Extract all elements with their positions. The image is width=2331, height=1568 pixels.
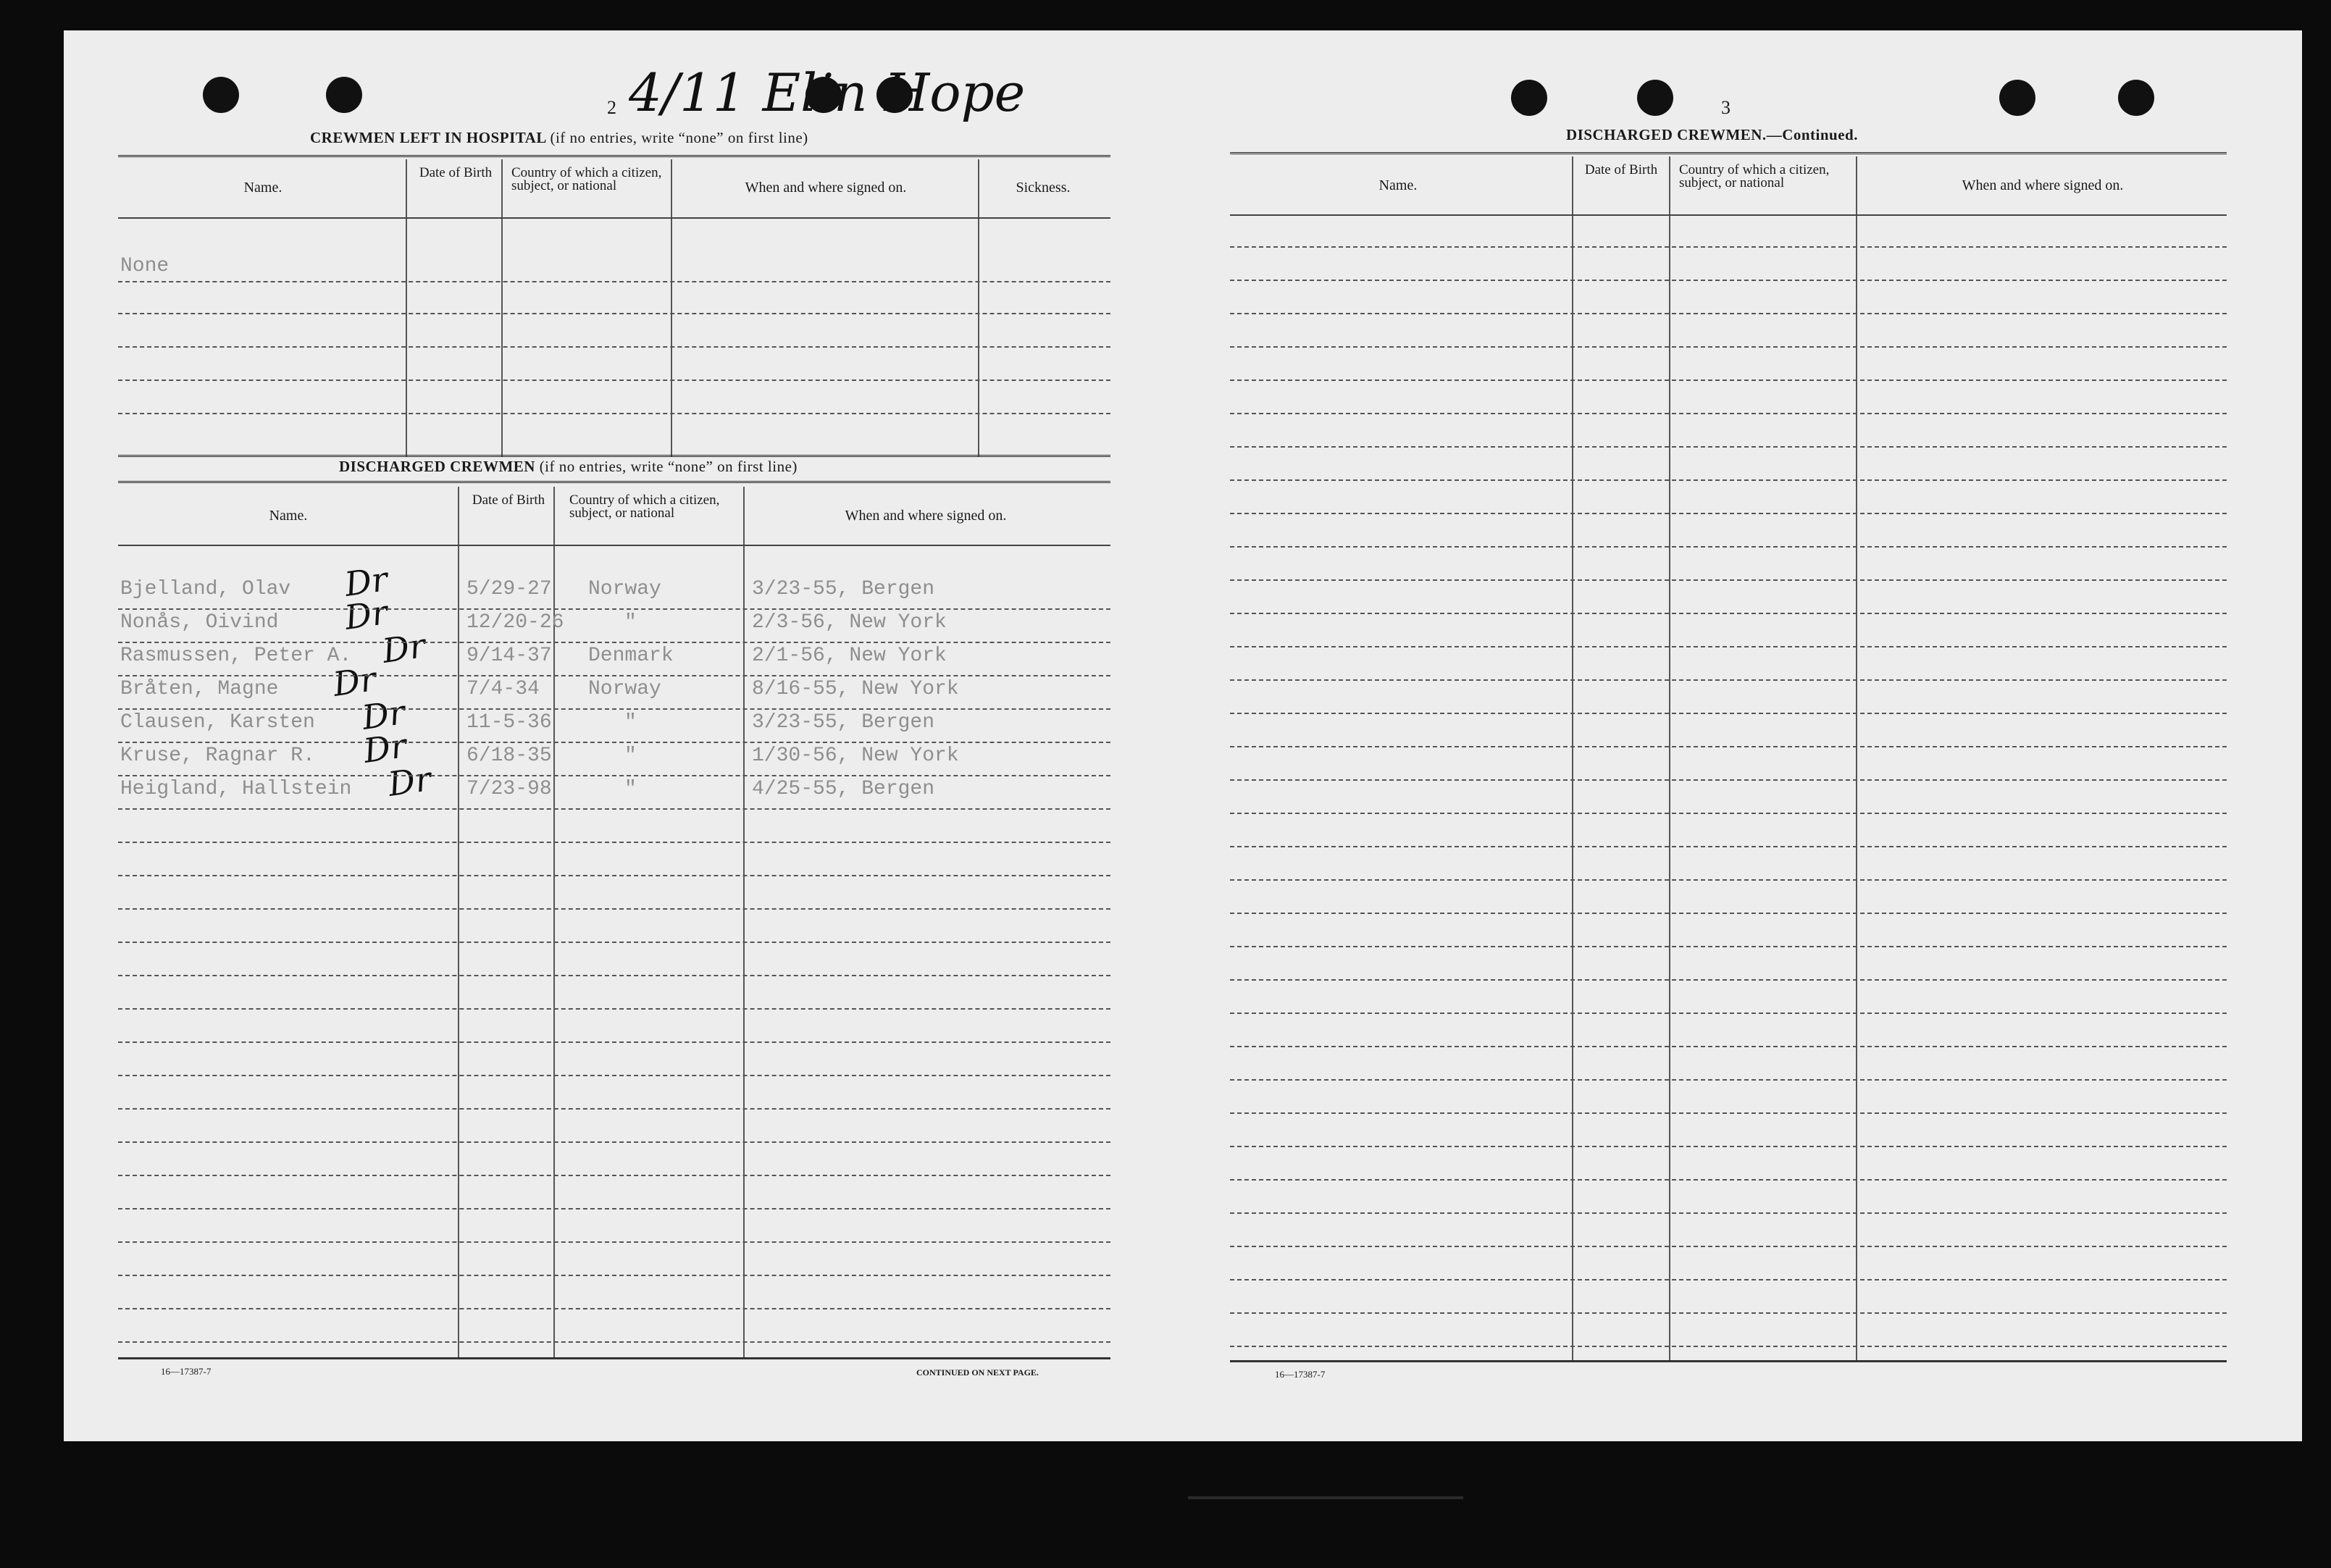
col-name: Name. bbox=[243, 180, 283, 196]
crew-signed-on: 3/23-55, Bergen bbox=[752, 711, 935, 734]
hospital-section-title: CREWMEN LEFT IN HOSPITAL (if no entries, write “none” on first line) bbox=[310, 129, 808, 146]
row-line bbox=[118, 313, 1110, 314]
discharged-continued-title: DISCHARGED CREWMEN.—Continued. bbox=[1566, 126, 1858, 143]
column-divider bbox=[1572, 156, 1573, 1362]
crew-country: " bbox=[624, 611, 637, 634]
row-line bbox=[118, 908, 1110, 910]
row-line bbox=[1230, 546, 2227, 548]
crew-name: Nonås, Oivind bbox=[120, 611, 279, 634]
continued-note: CONTINUED ON NEXT PAGE. bbox=[916, 1367, 1039, 1378]
punch-hole bbox=[1999, 80, 2035, 116]
row-line bbox=[118, 775, 1110, 776]
crew-date-of-birth: 7/23-98 bbox=[466, 778, 552, 800]
row-line bbox=[1230, 879, 2227, 881]
col-name: Name. bbox=[269, 508, 308, 524]
row-line bbox=[118, 742, 1110, 743]
row-line bbox=[1230, 846, 2227, 847]
table-row bbox=[64, 592, 1114, 640]
row-line bbox=[1230, 913, 2227, 914]
row-line bbox=[1230, 1312, 2227, 1314]
row-line bbox=[118, 1075, 1110, 1076]
row-line bbox=[1230, 713, 2227, 714]
row-line bbox=[1230, 1179, 2227, 1181]
row-line bbox=[1230, 513, 2227, 514]
section-rule bbox=[118, 455, 1110, 457]
row-line bbox=[1230, 679, 2227, 681]
punch-hole bbox=[326, 77, 362, 113]
crew-date-of-birth: 5/29-27 bbox=[466, 578, 552, 600]
row-line bbox=[1230, 446, 2227, 448]
column-divider bbox=[406, 159, 407, 456]
row-line bbox=[118, 1041, 1110, 1043]
col-sickness: Sickness. bbox=[1016, 180, 1071, 196]
col-country: Country of which a citizen, subject, or national bbox=[511, 165, 662, 193]
crew-signed-on: 2/3-56, New York bbox=[752, 611, 947, 634]
handwritten-header: 4/11 Elin Hope bbox=[629, 62, 1026, 123]
table-row bbox=[64, 559, 1114, 607]
row-line bbox=[1230, 413, 2227, 414]
form-number: 16—17387-7 bbox=[1275, 1369, 1326, 1380]
row-line bbox=[118, 281, 1110, 282]
column-divider bbox=[1669, 156, 1670, 1362]
table-row bbox=[64, 626, 1114, 674]
row-line bbox=[1230, 280, 2227, 281]
crew-name: Kruse, Ragnar R. bbox=[120, 745, 315, 767]
row-line bbox=[118, 942, 1110, 943]
row-line bbox=[1230, 813, 2227, 814]
row-line bbox=[118, 413, 1110, 414]
header-rule bbox=[118, 545, 1110, 546]
row-line bbox=[1230, 1146, 2227, 1147]
crew-date-of-birth: 12/20-26 bbox=[466, 611, 564, 634]
form-number: 16—17387-7 bbox=[161, 1366, 212, 1377]
discharged-section-title: DISCHARGED CREWMEN (if no entries, write “none” on first line) bbox=[339, 458, 798, 475]
row-line bbox=[118, 608, 1110, 610]
crew-name: Rasmussen, Peter A. bbox=[120, 645, 352, 667]
column-divider bbox=[671, 159, 672, 456]
col-signed-on: When and where signed on. bbox=[845, 508, 1007, 524]
row-line bbox=[118, 808, 1110, 810]
crew-country: Denmark bbox=[588, 645, 674, 667]
crew-signed-on: 8/16-55, New York bbox=[752, 678, 959, 700]
row-line bbox=[118, 675, 1110, 676]
row-line bbox=[1230, 380, 2227, 381]
column-divider bbox=[501, 159, 503, 456]
row-line bbox=[1230, 246, 2227, 248]
col-signed-on: When and where signed on. bbox=[745, 180, 907, 196]
col-country: Country of which a citizen, subject, or national bbox=[1679, 162, 1830, 190]
discharge-mark: Dr bbox=[385, 759, 434, 804]
row-line bbox=[1230, 779, 2227, 781]
page-number: 3 bbox=[1721, 97, 1731, 118]
crew-signed-on: 2/1-56, New York bbox=[752, 645, 947, 667]
row-line bbox=[118, 1241, 1110, 1243]
crew-country: Norway bbox=[588, 678, 661, 700]
row-line bbox=[1230, 1346, 2227, 1347]
row-line bbox=[1230, 979, 2227, 981]
table-bottom-rule bbox=[1230, 1360, 2227, 1362]
row-line bbox=[118, 975, 1110, 976]
row-line bbox=[1230, 613, 2227, 614]
page-number: 2 bbox=[607, 97, 616, 118]
section-rule bbox=[118, 481, 1110, 483]
hospital-entry: None bbox=[120, 255, 170, 277]
row-line bbox=[118, 708, 1110, 710]
crew-date-of-birth: 6/18-35 bbox=[466, 745, 552, 767]
discharge-mark: Dr bbox=[342, 592, 390, 637]
crew-date-of-birth: 9/14-37 bbox=[466, 645, 552, 667]
col-signed-on: When and where signed on. bbox=[1962, 177, 2124, 193]
row-line bbox=[118, 1341, 1110, 1343]
col-country: Country of which a citizen, subject, or national bbox=[569, 492, 720, 521]
row-line bbox=[118, 1275, 1110, 1276]
header-rule bbox=[1230, 214, 2227, 216]
film-edge-line bbox=[1188, 1496, 1463, 1499]
col-name: Name. bbox=[1378, 177, 1418, 193]
row-line bbox=[118, 1008, 1110, 1010]
section-rule bbox=[118, 155, 1110, 157]
punch-hole bbox=[203, 77, 239, 113]
col-date-of-birth: Date of Birth bbox=[1584, 162, 1658, 177]
punch-hole bbox=[2118, 80, 2154, 116]
discharge-mark: Dr bbox=[380, 626, 428, 671]
table-row bbox=[64, 659, 1114, 707]
row-line bbox=[118, 642, 1110, 643]
crew-signed-on: 1/30-56, New York bbox=[752, 745, 959, 767]
row-line bbox=[1230, 579, 2227, 581]
crew-country: Norway bbox=[588, 578, 661, 600]
row-line bbox=[118, 1108, 1110, 1110]
col-date-of-birth: Date of Birth bbox=[472, 492, 545, 508]
row-line bbox=[1230, 946, 2227, 947]
crew-signed-on: 3/23-55, Bergen bbox=[752, 578, 935, 600]
crew-name: Bjelland, Olav bbox=[120, 578, 291, 600]
row-line bbox=[1230, 1246, 2227, 1247]
section-rule bbox=[1230, 152, 2227, 154]
row-line bbox=[118, 1208, 1110, 1209]
row-line bbox=[1230, 1112, 2227, 1114]
row-line bbox=[1230, 1046, 2227, 1047]
row-line bbox=[118, 346, 1110, 348]
row-line bbox=[1230, 1279, 2227, 1280]
punch-hole bbox=[1511, 80, 1547, 116]
crew-name: Heigland, Hallstein bbox=[120, 778, 352, 800]
row-line bbox=[118, 1175, 1110, 1176]
col-date-of-birth: Date of Birth bbox=[419, 165, 493, 180]
crew-date-of-birth: 7/4-34 bbox=[466, 678, 540, 700]
row-line bbox=[118, 1141, 1110, 1143]
row-line bbox=[1230, 646, 2227, 647]
column-divider bbox=[978, 159, 979, 456]
crew-country: " bbox=[624, 745, 637, 767]
discharge-mark: Dr bbox=[361, 726, 409, 771]
row-line bbox=[1230, 346, 2227, 348]
discharge-mark: Dr bbox=[342, 559, 390, 604]
table-row bbox=[64, 759, 1114, 807]
row-line bbox=[1230, 479, 2227, 481]
row-line bbox=[118, 1308, 1110, 1309]
row-line bbox=[1230, 1212, 2227, 1214]
row-line bbox=[118, 380, 1110, 381]
row-line bbox=[1230, 1079, 2227, 1081]
row-line bbox=[1230, 313, 2227, 314]
column-divider bbox=[1856, 156, 1857, 1362]
crew-signed-on: 4/25-55, Bergen bbox=[752, 778, 935, 800]
punch-hole bbox=[1637, 80, 1673, 116]
row-line bbox=[1230, 1013, 2227, 1014]
crew-country: " bbox=[624, 778, 637, 800]
row-line bbox=[118, 875, 1110, 876]
table-row bbox=[64, 692, 1114, 740]
table-bottom-rule bbox=[118, 1357, 1110, 1359]
header-rule bbox=[118, 217, 1110, 219]
crew-name: Clausen, Karsten bbox=[120, 711, 315, 734]
discharge-mark: Dr bbox=[359, 692, 408, 737]
row-line bbox=[118, 842, 1110, 843]
crew-country: " bbox=[624, 711, 637, 734]
document-sheet bbox=[64, 30, 2302, 1441]
table-row bbox=[64, 726, 1114, 773]
crew-name: Bråten, Magne bbox=[120, 678, 279, 700]
row-line bbox=[1230, 746, 2227, 747]
crew-date-of-birth: 11-5-36 bbox=[466, 711, 552, 734]
discharge-mark: Dr bbox=[330, 659, 379, 704]
